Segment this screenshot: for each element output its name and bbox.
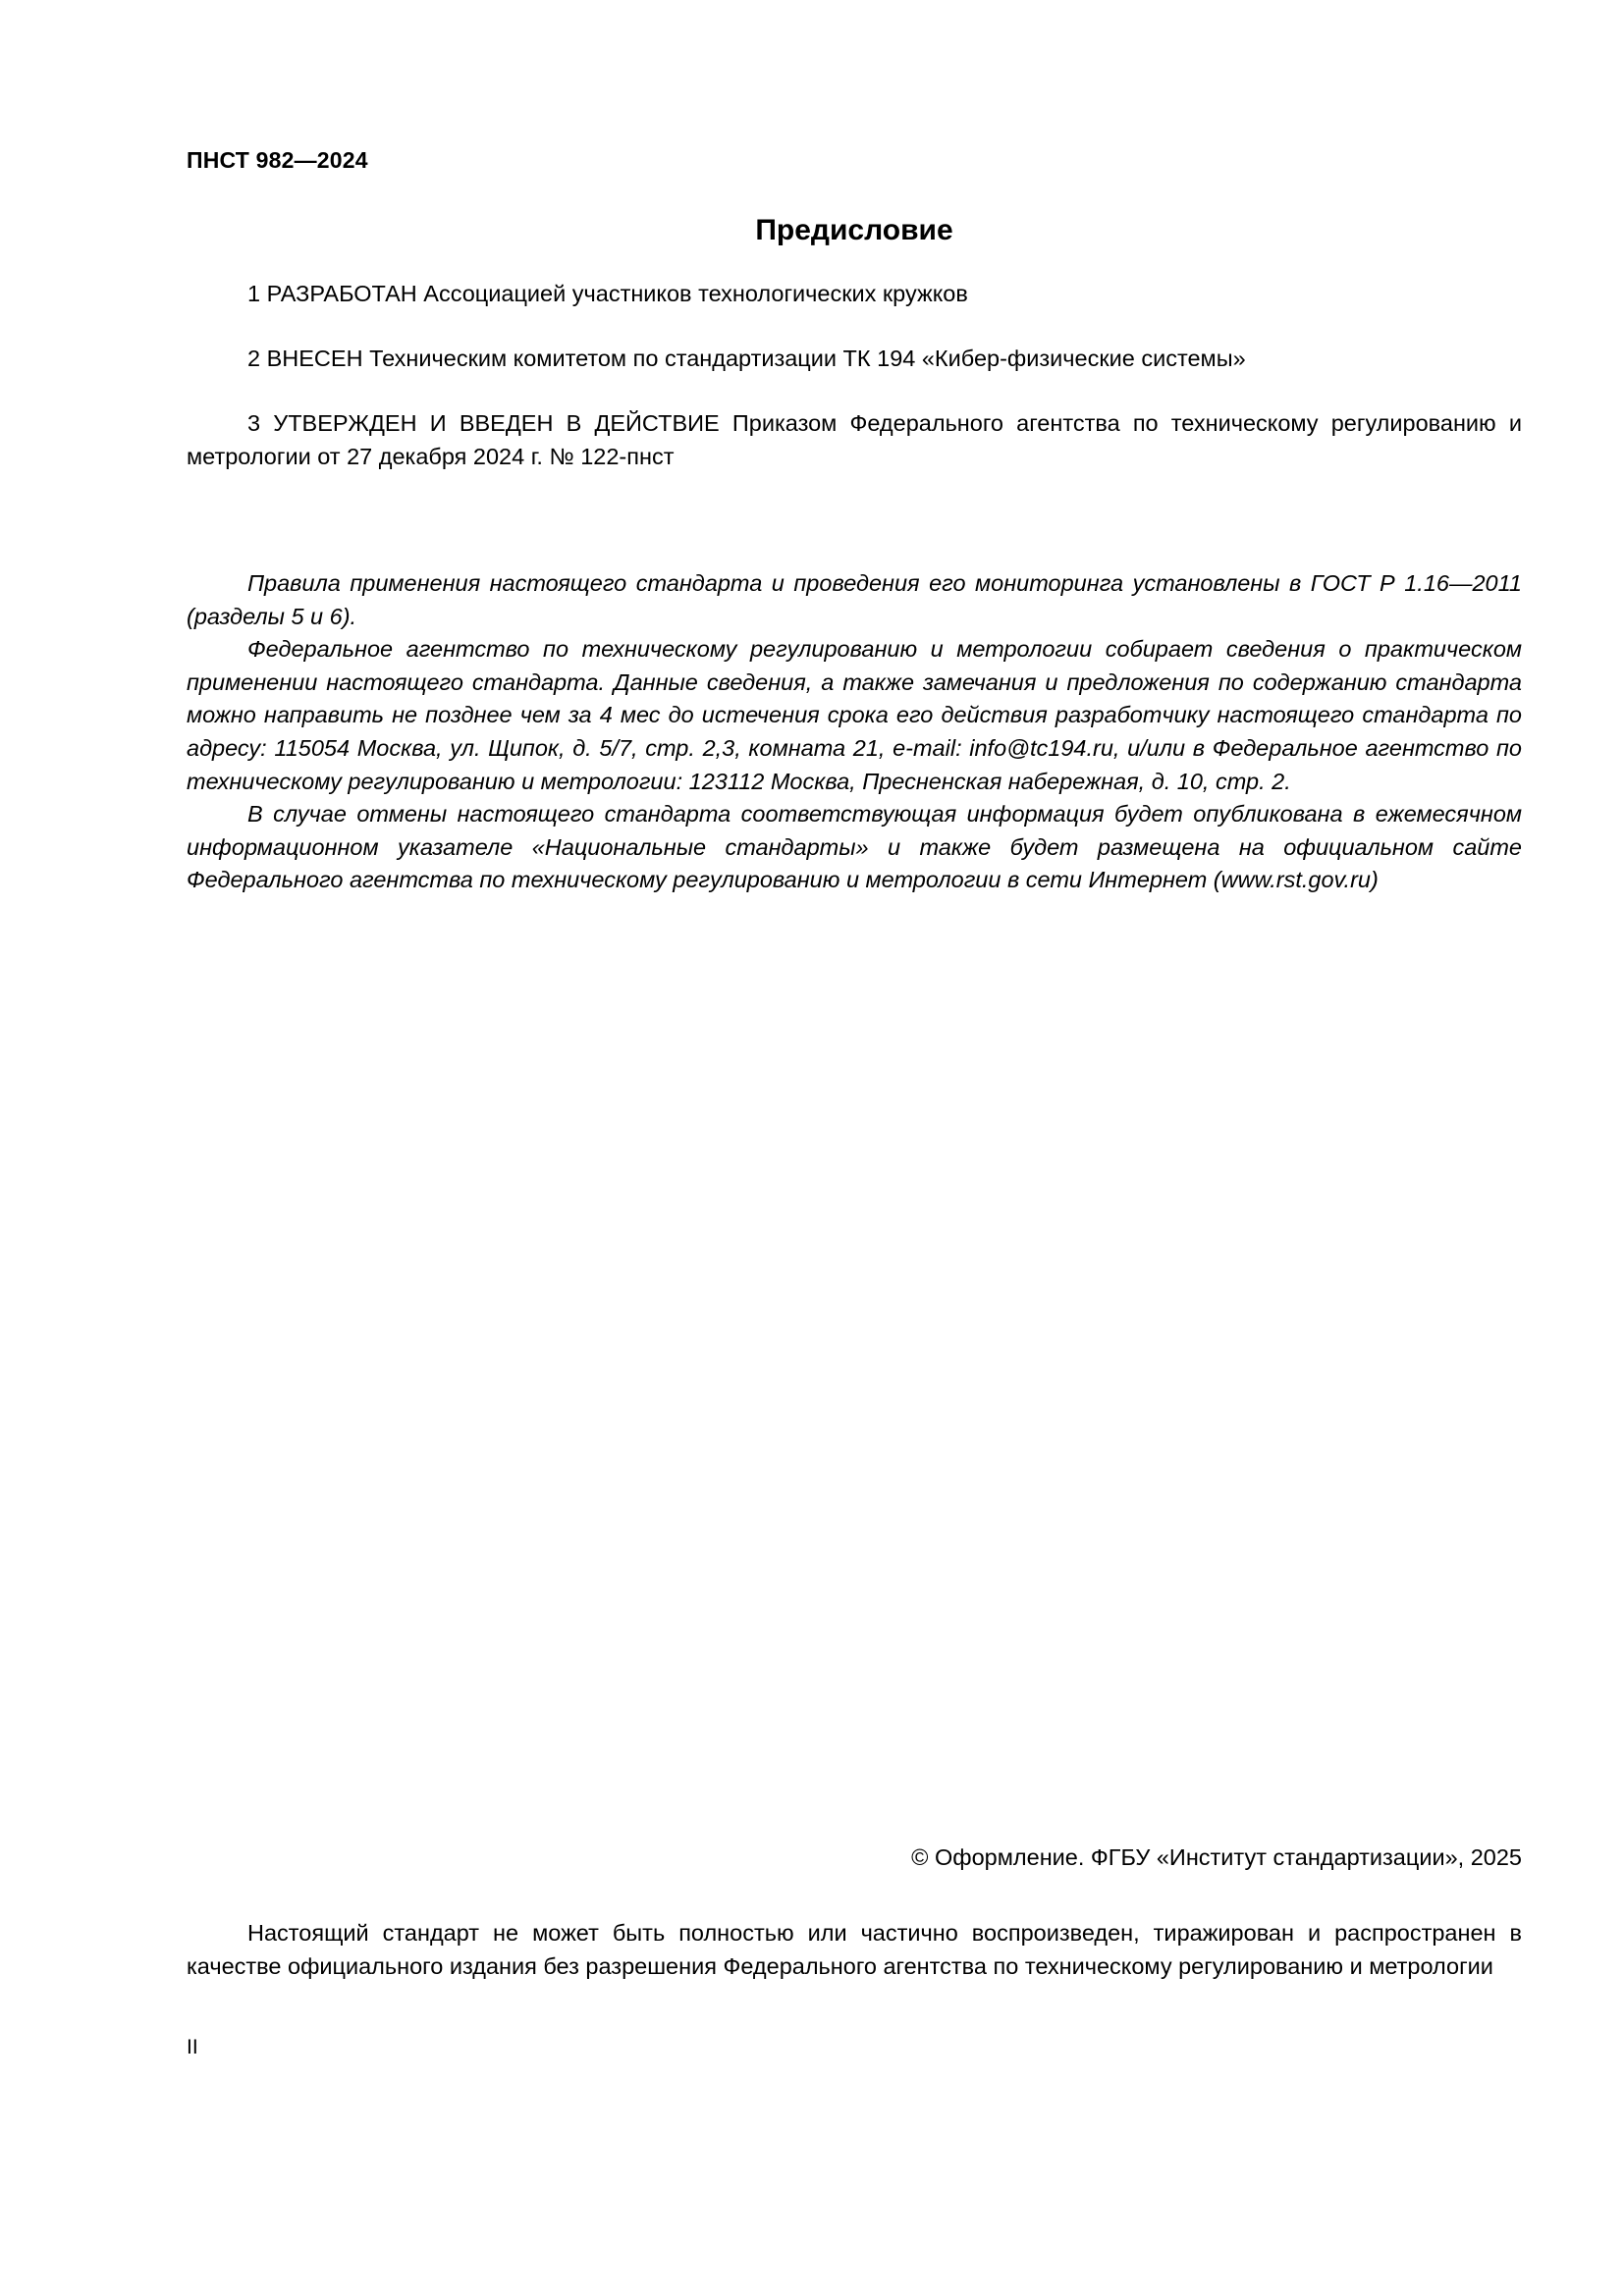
page-title: Предисловие: [755, 214, 953, 246]
clause-3-text: УТВЕРЖДЕН И ВВЕДЕН В ДЕЙСТВИЕ Приказом Федерального агентства по техническому регулированию и метрологии от 27 декабря 2024 г. № 122-пнст: [187, 410, 1522, 469]
reproduction-notice: [187, 1916, 1522, 1983]
italic-paragraph-3: В случае отмены настоящего стандарта соответствующая информация будет опубликована в ежемесячном информационном указателе «Национальные стандарты» и также будет размещена на официальном сайте Федерального агентства по техническому регулированию и метрологии в сети Интернет (www.rst.gov.ru): [187, 801, 1522, 893]
application-rules-block: [187, 567, 1522, 897]
clause-2-text: ВНЕСЕН Техническим комитетом по стандартизации ТК 194 «Кибер-физические системы»: [266, 346, 1246, 371]
clause-3: [187, 406, 1522, 473]
clause-1-number: 1: [247, 281, 261, 306]
clause-2-number: 2: [247, 346, 261, 371]
italic-paragraph-2: Федеральное агентство по техническому регулированию и метрологии собирает сведения о практическом применении настоящего стандарта. Данные сведения, а также замечания и предложения по содержанию стандарта можно направить не позднее чем за 4 мес до истечения срока его действия разработчику настоящего стандарта по адресу: 115054 Москва, ул. Щипок, д. 5/7, стр. 2,3, комната 21, e-mail: info@tc194.ru, и/или в Федеральное агентство по техническому регулированию и метрологии: 123112 Москва, Пресненская набережная, д. 10, стр. 2.: [187, 636, 1522, 794]
reproduction-notice-text: Настоящий стандарт не может быть полностью или частично воспроизведен, тиражирован и распространен в качестве официального издания без разрешения Федерального агентства по техническому регулированию и метрологии: [187, 1920, 1522, 1979]
clause-3-number: 3: [247, 410, 261, 436]
copyright-line: © Оформление. ФГБУ «Институт стандартизации», 2025: [911, 1844, 1522, 1870]
italic-paragraph-1: Правила применения настоящего стандарта и проведения его мониторинга установлены в ГОСТ Р 1.16—2011 (разделы 5 и 6).: [187, 570, 1522, 629]
document-code: ПНСТ 982—2024: [187, 147, 368, 173]
clause-1: [187, 277, 1522, 310]
clause-2: [187, 342, 1522, 375]
clause-1-text: РАЗРАБОТАН Ассоциацией участников технологических кружков: [266, 281, 968, 306]
page-number: II: [187, 2036, 198, 2058]
